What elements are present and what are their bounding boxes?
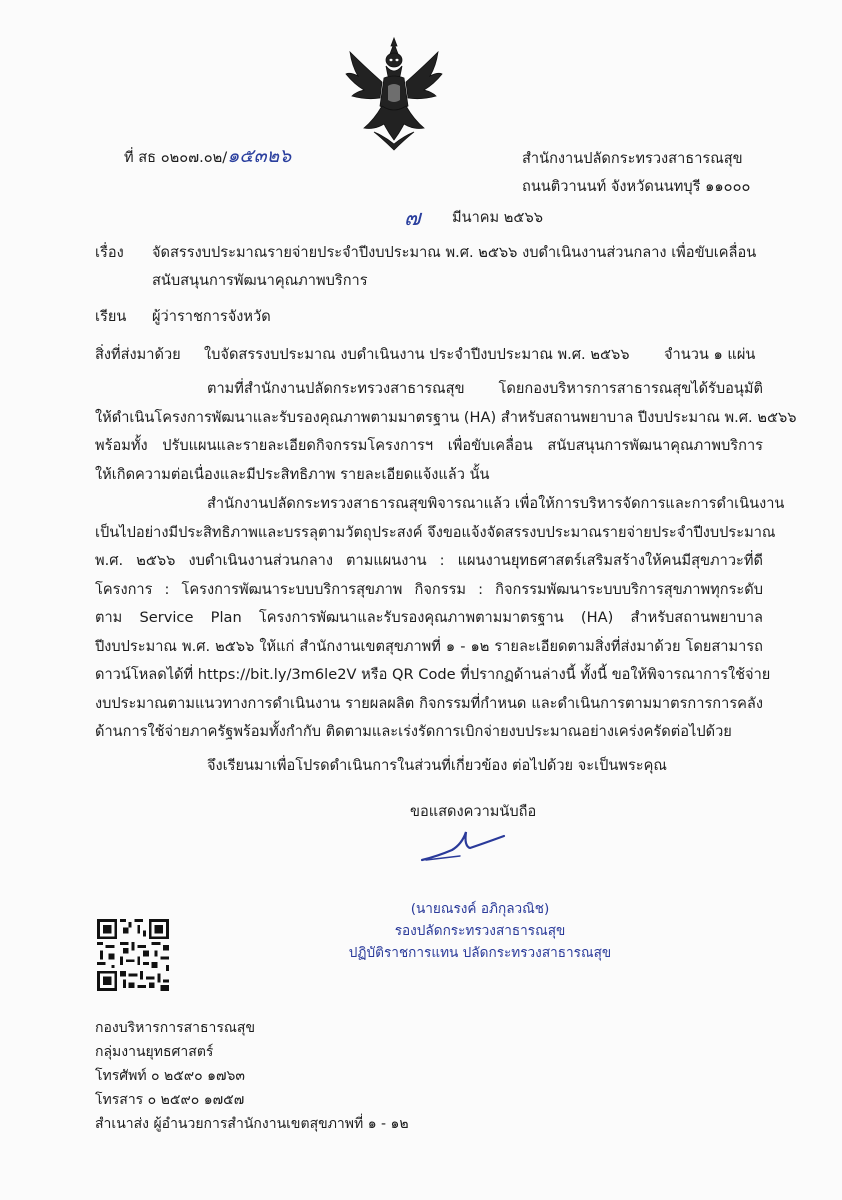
- qr-code-icon[interactable]: [97, 919, 169, 991]
- ref-number-printed: ที่ สธ ๐๒๐๗.๐๒/: [124, 149, 228, 166]
- footer-contact: [95, 1016, 409, 1136]
- signatory-position: รองปลัดกระทรวงสาธารณสุข: [394, 923, 566, 939]
- garuda-emblem-icon: [344, 36, 444, 154]
- salutation: ขอแสดงความนับถือ: [410, 803, 537, 820]
- enclosure-value: ใบจัดสรรงบประมาณ งบดำเนินงาน ประจำปีงบประมาณ พ.ศ. ๒๕๖๖: [204, 346, 630, 363]
- footer-division: กองบริหารการสาธารณสุข: [95, 1020, 256, 1036]
- paragraph-2-line: ดาวน์โหลดได้ที่ https://bit.ly/3m6le2V หรือ QR Code ที่ปรากฏด้านล่างนี้ ทั้งนี้ ขอให้พิจารณาการใช้จ่าย: [95, 666, 771, 683]
- paragraph-2-line: สำนักงานปลัดกระทรวงสาธารณสุขพิจารณาแล้ว เพื่อให้การบริหารจัดการและการดำเนินงาน: [207, 495, 785, 512]
- subject-line-1: จัดสรรงบประมาณรายจ่ายประจำปีงบประมาณ พ.ศ. ๒๕๖๖ งบดำเนินงานส่วนกลาง เพื่อขับเคลื่อน: [152, 244, 757, 261]
- paragraph-1-line: ให้ดำเนินโครงการพัฒนาและรับรองคุณภาพตามมาตรฐาน (HA) สำหรับสถานพยาบาล ปีงบประมาณ พ.ศ. ๒๕๖๖: [95, 408, 797, 426]
- signature-mark: [418, 826, 508, 866]
- footer-phone: โทรศัพท์ ๐ ๒๕๙๐ ๑๗๖๓: [95, 1068, 246, 1084]
- to-value: ผู้ว่าราชการจังหวัด: [152, 308, 271, 325]
- date-month-year: มีนาคม ๒๕๖๖: [452, 209, 544, 226]
- paragraph-2-line: พ.ศ. ๒๕๖๖ งบดำเนินงานส่วนกลาง ตามแผนงาน : แผนงานยุทธศาสตร์เสริมสร้างให้คนมีสุขภาวะที่ดี: [95, 552, 763, 569]
- signatory-name: (นายณรงค์ อภิกุลวณิช): [410, 901, 550, 917]
- paragraph-2-line: โครงการ : โครงการพัฒนาระบบบริการสุขภาพ กิจกรรม : กิจกรรมพัฒนาระบบบริการสุขภาพทุกระดับ: [95, 580, 763, 598]
- enclosure-quantity: จำนวน ๑ แผ่น: [664, 346, 756, 363]
- closing-request: จึงเรียนมาเพื่อโปรดดำเนินการในส่วนที่เกี่ยวข้อง ต่อไปด้วย จะเป็นพระคุณ: [207, 757, 667, 774]
- signatory-acting: ปฏิบัติราชการแทน ปลัดกระทรวงสาธารณสุข: [348, 945, 612, 961]
- date-day-handwritten: ๗: [404, 206, 421, 231]
- paragraph-2: [95, 490, 785, 747]
- paragraph-2-line: ตาม Service Plan โครงการพัฒนาและรับรองคุณภาพตามมาตรฐาน (HA) สำหรับสถานพยาบาล: [95, 609, 763, 626]
- paragraph-1-line: ตามที่สำนักงานปลัดกระทรวงสาธารณสุข โดยกองบริหารการสาธารณสุขได้รับอนุมัติ: [207, 380, 763, 397]
- signatory-block: [340, 898, 620, 964]
- ref-number: [124, 146, 291, 168]
- paragraph-1-line: พร้อมทั้ง ปรับแผนและรายละเอียดกิจกรรมโครงการฯ เพื่อขับเคลื่อน สนับสนุนการพัฒนาคุณภาพบริการ: [95, 437, 763, 454]
- paragraph-1: [95, 375, 797, 489]
- paragraph-1-line: ให้เกิดความต่อเนื่องและมีประสิทธิภาพ รายละเอียดแจ้งแล้ว นั้น: [95, 465, 490, 483]
- subject-label: เรื่อง: [95, 244, 124, 261]
- ref-number-handwritten: ๑๕๓๒๖: [227, 145, 292, 167]
- paragraph-2-line: งบประมาณตามแนวทางการดำเนินงาน รายผลผลิต กิจกรรมที่กำหนด และดำเนินการตามมาตรการการคลัง: [95, 694, 763, 712]
- enclosure-label: สิ่งที่ส่งมาด้วย: [95, 346, 181, 363]
- footer-group: กลุ่มงานยุทธศาสตร์: [95, 1044, 214, 1060]
- paragraph-2-line: เป็นไปอย่างมีประสิทธิภาพและบรรลุตามวัตถุประสงค์ จึงขอแจ้งจัดสรรงบประมาณรายจ่ายประจำปีงบประมาณ: [95, 523, 776, 541]
- subject-line-2: สนับสนุนการพัฒนาคุณภาพบริการ: [152, 272, 368, 289]
- to-label: เรียน: [95, 308, 127, 325]
- office-address: ถนนติวานนท์ จังหวัดนนทบุรี ๑๑๐๐๐: [522, 178, 751, 195]
- office-name: สำนักงานปลัดกระทรวงสาธารณสุข: [522, 150, 743, 167]
- paragraph-2-line: ปีงบประมาณ พ.ศ. ๒๕๖๖ ให้แก่ สำนักงานเขตสุขภาพที่ ๑ - ๑๒ รายละเอียดตามสิ่งที่ส่งมาด้วย โดยสามารถ: [95, 637, 763, 655]
- paragraph-2-line: ด้านการใช้จ่ายภาครัฐพร้อมทั้งกำกับ ติดตามและเร่งรัดการเบิกจ่ายงบประมาณอย่างเคร่งครัดต่อไปด้วย: [95, 723, 732, 740]
- footer-fax: โทรสาร ๐ ๒๕๙๐ ๑๗๕๗: [95, 1092, 245, 1108]
- footer-copy-to: สำเนาส่ง ผู้อำนวยการสำนักงานเขตสุขภาพที่ ๑ - ๑๒: [95, 1116, 409, 1132]
